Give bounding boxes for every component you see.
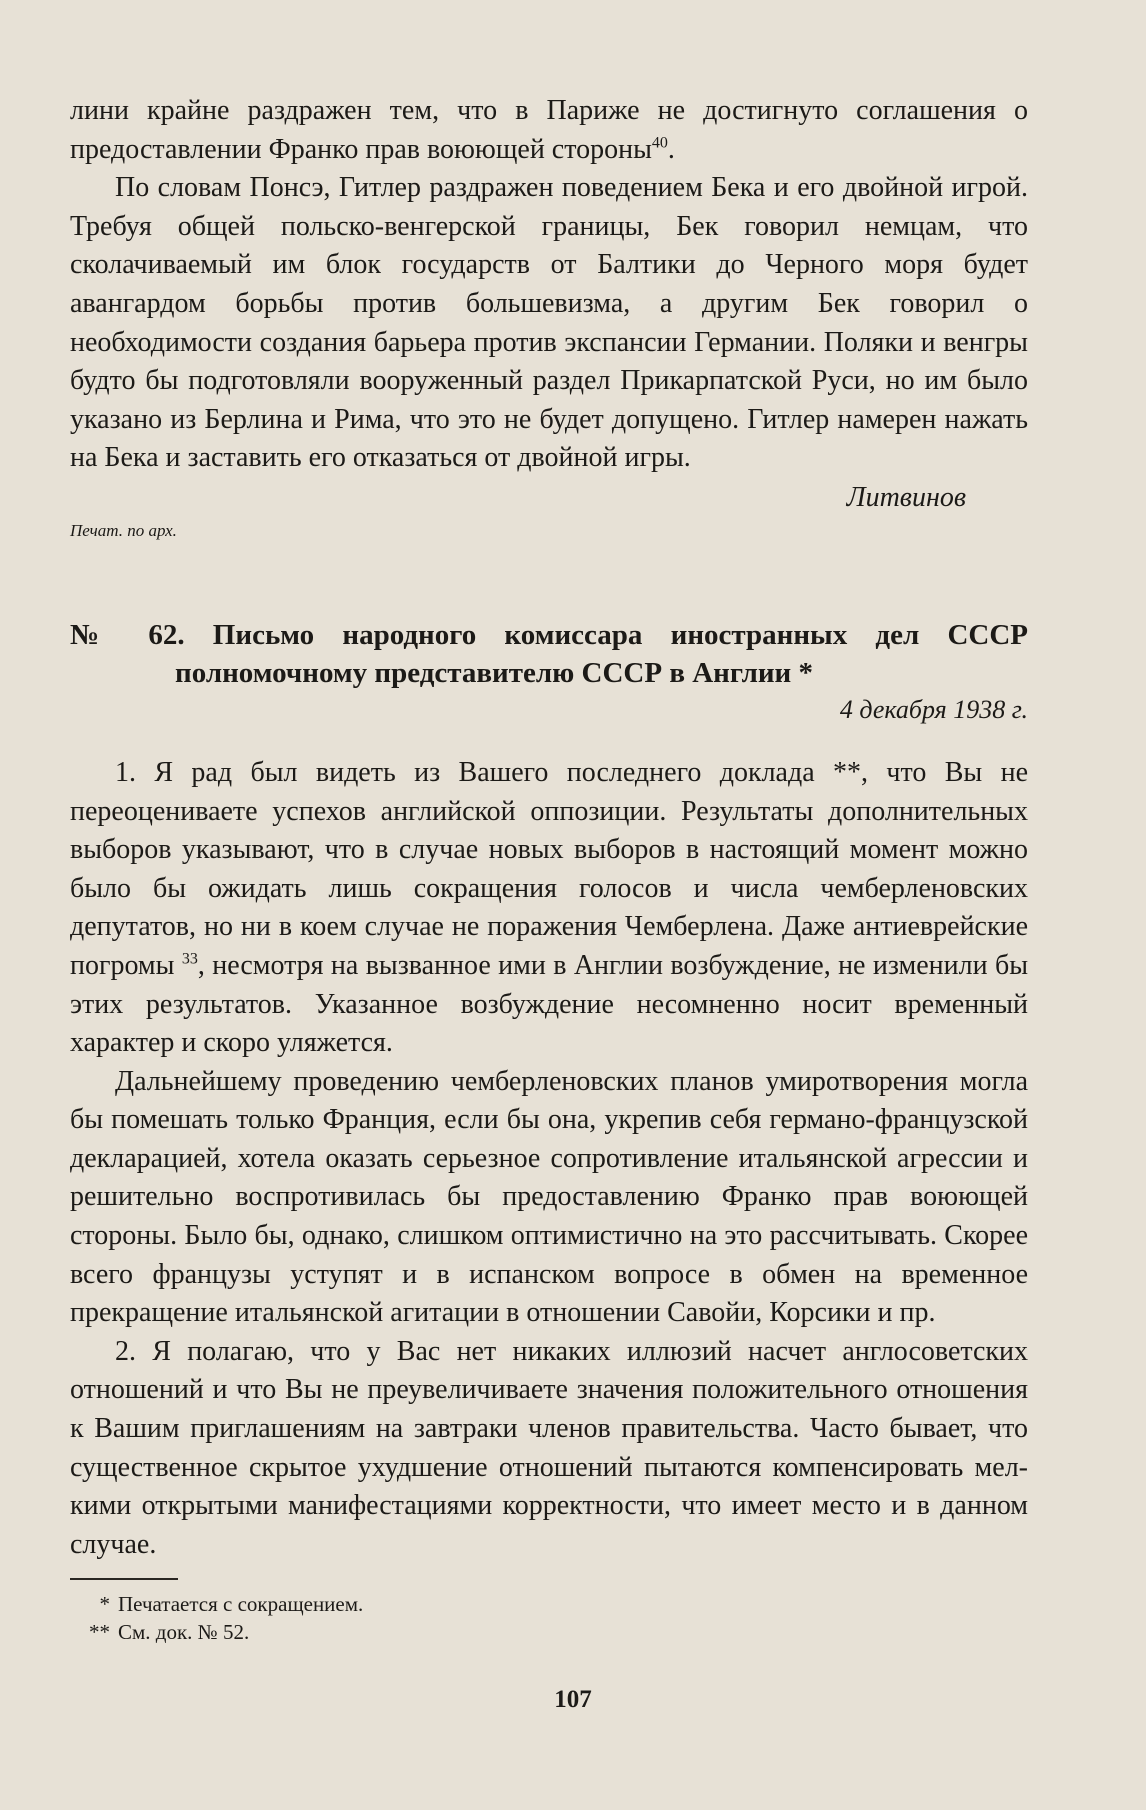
page-number: 107 xyxy=(554,1686,592,1713)
signature: Литвинов xyxy=(846,481,966,513)
paragraph-continued: лини крайне раздражен тем, что в Париже не достигнуто соглашения о предоставлении Франко прав воюющей стороны$^{40}$. xyxy=(70,95,1028,165)
paragraph-ponse: По словам Понсэ, Гитлер раздражен поведением Бека и его двойной игрой. Требуя общей польско-венгерской границы, Бек говорил немцам, что сколачиваемый им блок государств от Балтики до Черного моря будет авангардом борьбы против большевизма, а другим Бек говорил о необходимости создания барьера против экспансии Германии. Поляки и венгры будто бы подготовляли вооруженный раздел Прикарпатской Руси, но им было указано из Берлина и Рима, что это не будет допущено. Гитлер намерен нажать на Бека и заставить его отказаться от двойной игры. xyxy=(70,172,1028,474)
paragraph-2: Дальнейшему проведению чемберленовских планов умиротворения могла бы помешать только Франция, если бы она, укрепив себя германо-французской декларацией, хотела оказать серьезное сопротивление итальянской агрессии и решительно воспротивилась бы предоставлению Франко прав воюющей стороны. Было бы, однако, слишком оптимистично на это рассчитывать. Скорее всего французы уступят и в испанском вопросе в обмен на временное прекращение итальянской агитации в отношении Савойи, Корсики и пр. xyxy=(70,1065,1028,1329)
footnote-ref: 33 xyxy=(181,950,198,968)
paragraph-1: 1. Я рад был видеть из Вашего последнего доклада **, что Вы не переоцениваете успехов английской оппозиции. Результаты дополнительных выборов указывают, что в случае новых выборов в настоящий момент можно было бы ожидать лишь сокращения голосов и числа чемберленовских депутатов, но ни в коем случае не поражения Чемберлена. Даже антиеврейские погромы $^{33}$, несмотря на вызванное ими в Англии возбуждение, не изменили бы этих результатов. Указанное возбуждение несомненно носит временный характер и скоро уляжется. xyxy=(70,756,1029,1059)
footnote-divider xyxy=(70,1578,178,1580)
source-note: Печат. по арх. xyxy=(70,520,177,540)
document-heading: № 62. Письмо народного комиссара иностранных дел СССР полномочному представителю СССР в Англии * xyxy=(70,618,1028,689)
paragraph-3: 2. Я полагаю, что у Вас нет никаких иллюзий насчет англосоветских отношений и что Вы не преувеличиваете значения положительного отношения к Вашим приглашениям на завтраки членов правительства. Часто бывает, что существенное скрытое ухудшение отношений пытаются компенсировать мелкими открытыми манифестациями корректности, что имеет место и в данном случае. xyxy=(70,1335,1028,1560)
footnote-ref: 40 xyxy=(651,134,668,152)
footnote: * Печатается с сокращением. xyxy=(99,1592,364,1617)
footnote: ** См. док. № 52. xyxy=(89,1620,250,1645)
text-block xyxy=(70,92,1028,1646)
document-date: 4 декабря 1938 г. xyxy=(839,694,1028,724)
